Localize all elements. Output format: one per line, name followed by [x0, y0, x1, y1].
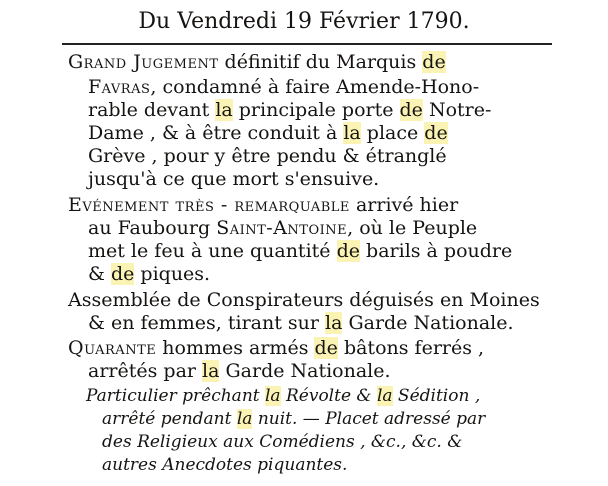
text-span: définitif du Marquis — [218, 51, 423, 73]
text-span: Dame , & à être conduit à — [88, 122, 344, 144]
highlighted-word: de — [399, 99, 423, 121]
article-2-heading: Evénement très - remarquable — [68, 194, 350, 216]
text-span: jusqu'à ce que mort s'ensuive. — [88, 168, 380, 190]
text-span: autres Anecdotes piquantes. — [102, 455, 348, 475]
highlighted-word: de — [422, 51, 446, 73]
article-3-heading: Assemblée de Conspirateurs déguisés en Moines — [68, 289, 540, 311]
article-2-line-2 — [88, 217, 477, 239]
text-span: arrêtés par — [88, 360, 203, 382]
article-5-line-4 — [102, 454, 347, 476]
article-1-line-5 — [88, 145, 447, 167]
text-span: piques. — [134, 263, 211, 285]
text-span: nuit. — Placet adressé par — [252, 409, 486, 429]
article-1-line-1 — [68, 51, 446, 73]
article-5-line-2 — [102, 408, 485, 430]
article-3-line-2 — [88, 312, 514, 334]
text-span: principale porte — [232, 99, 400, 121]
text-span: Garde Nationale. — [219, 360, 391, 382]
article-2-line-3 — [88, 240, 512, 262]
text-span: , condamné à faire Amende-Hono- — [150, 76, 480, 98]
highlighted-word: de — [110, 263, 135, 285]
article-2-line-1 — [68, 194, 458, 216]
highlighted-word: la — [236, 409, 253, 429]
name-favras: Favras — [88, 76, 151, 98]
text-span: Sédition , — [392, 386, 481, 406]
page-title: Du Vendredi 19 Février 1790. — [138, 9, 470, 34]
article-4-heading: Quarante — [68, 337, 157, 359]
highlighted-word: la — [215, 99, 233, 121]
text-span: arrivé hier — [349, 194, 459, 216]
highlighted-word: la — [343, 122, 361, 144]
text-span: Grève , pour y être pendu & étranglé — [88, 145, 447, 167]
article-1-line-6 — [88, 168, 379, 190]
title-divider — [62, 43, 552, 45]
text-span: arrêté pendant — [102, 409, 237, 429]
highlighted-word: la — [325, 312, 343, 334]
highlighted-word: de — [314, 337, 338, 359]
highlighted-word: la — [376, 386, 393, 406]
place-saint-antoine: Saint-Antoine — [216, 217, 348, 239]
article-4-line-1 — [68, 337, 484, 359]
text-span: hommes armés — [156, 337, 315, 359]
text-span: barils à poudre — [360, 240, 513, 262]
text-span: des Religieux aux Comédiens , &c., &c. & — [102, 432, 463, 452]
article-5-line-1 — [86, 385, 480, 407]
article-1-line-2 — [88, 76, 479, 98]
article-1-line-3 — [88, 99, 491, 121]
article-1-line-4 — [88, 122, 448, 144]
highlighted-word: la — [202, 360, 220, 382]
article-4-line-2 — [88, 360, 391, 382]
text-span: rable devant — [88, 99, 216, 121]
highlighted-word: de — [336, 240, 360, 262]
article-5-line-3 — [102, 431, 462, 453]
text-span: Révolte & — [280, 386, 377, 406]
text-span: place — [360, 122, 425, 144]
highlighted-word: la — [265, 386, 281, 406]
text-span: met le feu à une quantité — [88, 240, 337, 262]
text-span: , où le Peuple — [347, 217, 478, 239]
text-span: Notre- — [422, 99, 492, 121]
text-span: Particulier prêchant — [86, 386, 265, 406]
article-1-heading: Grand Jugement — [68, 51, 219, 73]
article-3-line-1 — [68, 289, 540, 311]
text-span: & en femmes, tirant sur — [88, 312, 325, 334]
text-span: & — [88, 263, 111, 285]
text-span: au Faubourg — [88, 217, 217, 239]
article-2-line-4 — [88, 263, 210, 285]
text-span: Garde Nationale. — [342, 312, 514, 334]
text-span: bâtons ferrés , — [337, 337, 485, 359]
highlighted-word: de — [424, 122, 448, 144]
